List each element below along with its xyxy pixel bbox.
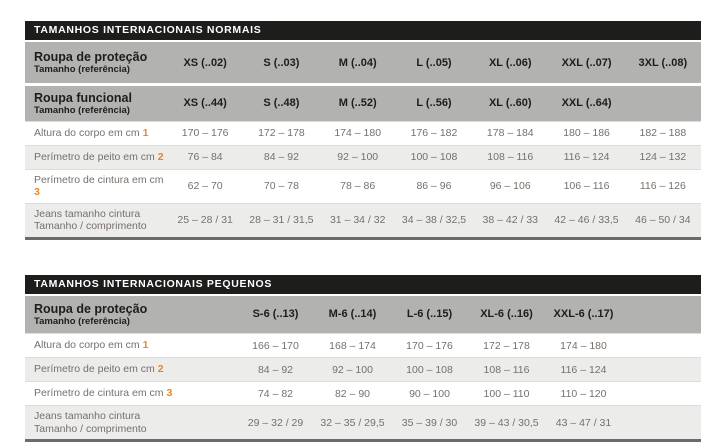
value-cell: 100 – 108 [396, 145, 472, 169]
value-cell: 100 – 110 [468, 382, 545, 406]
col-header-empty [625, 86, 701, 121]
footnote-marker: 2 [157, 363, 164, 376]
header-label-cell [25, 86, 167, 121]
table-row-jeans-size [25, 406, 701, 441]
value-cell: 39 – 43 / 30,5 [468, 406, 545, 441]
value-cell: 180 – 186 [548, 121, 624, 145]
row-label-text: Jeans tamanho cintura [34, 410, 141, 422]
row-label-text: Perímetro de peito em cm [34, 363, 155, 376]
value-cell: 82 – 90 [314, 382, 391, 406]
table-row-jeans-size [25, 203, 701, 238]
value-cell: 31 – 34 / 32 [320, 203, 396, 238]
row-label-text: Altura do corpo em cm [34, 126, 140, 139]
value-cell: 78 – 86 [320, 169, 396, 203]
row-label-text: Altura do corpo em cm [34, 339, 140, 352]
row-label [25, 406, 237, 441]
value-cell: 84 – 92 [243, 145, 319, 169]
filler-cell [622, 296, 701, 334]
value-cell: 90 – 100 [391, 382, 468, 406]
row-label-text: Jeans tamanho cintura [34, 207, 141, 220]
col-header-xl6: XL-6 (..16) [468, 296, 545, 334]
value-cell: 62 – 70 [167, 169, 243, 203]
value-cell: 86 – 96 [396, 169, 472, 203]
value-cell: 74 – 82 [237, 382, 314, 406]
value-cell: 172 – 178 [243, 121, 319, 145]
col-header-xl: XL (..06) [472, 42, 548, 83]
value-cell: 96 – 106 [472, 169, 548, 203]
value-cell: 170 – 176 [391, 334, 468, 358]
row-label-text: Perímetro de cintura em cm [34, 387, 164, 400]
value-cell: 116 – 124 [548, 145, 624, 169]
value-cell: 35 – 39 / 30 [391, 406, 468, 441]
value-cell: 38 – 42 / 33 [472, 203, 548, 238]
row-label [25, 121, 167, 145]
table-row-chest-circumference [25, 358, 701, 382]
col-header-s6: S-6 (..13) [237, 296, 314, 334]
value-cell: 100 – 108 [391, 358, 468, 382]
table-title: TAMANHOS INTERNACIONAIS NORMAIS [34, 24, 262, 36]
col-header-xxl: XXL (..07) [548, 42, 624, 83]
header-row-protective-clothing [25, 42, 701, 83]
value-cell: 124 – 132 [625, 145, 701, 169]
value-cell: 32 – 35 / 29,5 [314, 406, 391, 441]
value-cell: 116 – 126 [625, 169, 701, 203]
col-header-xl: XL (..60) [472, 86, 548, 121]
value-cell: 116 – 124 [545, 358, 622, 382]
col-header-3xl: 3XL (..08) [625, 42, 701, 83]
col-header-xs: XS (..02) [167, 42, 243, 83]
value-cell: 110 – 120 [545, 382, 622, 406]
table-international-small-sizes [25, 275, 701, 443]
value-cell: 174 – 180 [320, 121, 396, 145]
filler-cell [622, 382, 701, 406]
header-row-functional-clothing [25, 86, 701, 121]
header-sublabel: Tamanho (referência) [34, 104, 130, 116]
value-cell: 178 – 184 [472, 121, 548, 145]
value-cell: 70 – 78 [243, 169, 319, 203]
normal-sizes-table [25, 42, 701, 240]
row-label [25, 169, 167, 203]
value-cell: 76 – 84 [167, 145, 243, 169]
footnote-marker: 1 [142, 126, 149, 139]
row-label-text: Perímetro de cintura em cm [34, 173, 164, 186]
header-label-cell [25, 296, 237, 334]
col-header-m: M (..52) [320, 86, 396, 121]
col-header-m: M (..04) [320, 42, 396, 83]
col-header-l: L (..56) [396, 86, 472, 121]
value-cell: 84 – 92 [237, 358, 314, 382]
small-sizes-table [25, 296, 701, 443]
row-label [25, 145, 167, 169]
col-header-xxl6: XXL-6 (..17) [545, 296, 622, 334]
header-label: Roupa funcional [34, 90, 132, 105]
filler-cell [622, 334, 701, 358]
header-sublabel: Tamanho (referência) [34, 64, 130, 75]
table-row-body-height [25, 334, 701, 358]
col-header-xs: XS (..44) [167, 86, 243, 121]
value-cell: 170 – 176 [167, 121, 243, 145]
filler-cell [622, 358, 701, 382]
filler-cell [622, 406, 701, 441]
col-header-m6: M-6 (..14) [314, 296, 391, 334]
value-cell: 46 – 50 / 34 [625, 203, 701, 238]
table-row-body-height [25, 121, 701, 145]
table-title: TAMANHOS INTERNACIONAIS PEQUENOS [34, 277, 273, 290]
header-label: Roupa de proteção [34, 50, 148, 64]
row-label [25, 203, 167, 238]
row-label [25, 334, 237, 358]
row-label-line2: Tamanho / comprimento [34, 220, 147, 232]
footnote-marker: 3 [34, 186, 40, 198]
value-cell: 25 – 28 / 31 [167, 203, 243, 238]
value-cell: 182 – 188 [625, 121, 701, 145]
table-title-bar [25, 21, 701, 40]
value-cell: 108 – 116 [468, 358, 545, 382]
table-international-normal-sizes [25, 21, 701, 240]
footnote-marker: 1 [142, 339, 149, 352]
value-cell: 43 – 47 / 31 [545, 406, 622, 441]
header-row-protective-clothing [25, 296, 701, 334]
row-label-text: Perímetro de peito em cm [34, 150, 155, 163]
value-cell: 176 – 182 [396, 121, 472, 145]
col-header-s: S (..03) [243, 42, 319, 83]
table-row-waist-circumference [25, 382, 701, 406]
value-cell: 92 – 100 [314, 358, 391, 382]
value-cell: 42 – 46 / 33,5 [548, 203, 624, 238]
value-cell: 108 – 116 [472, 145, 548, 169]
col-header-l6: L-6 (..15) [391, 296, 468, 334]
header-label-cell [25, 42, 167, 83]
value-cell: 106 – 116 [548, 169, 624, 203]
footnote-marker: 3 [166, 387, 173, 400]
col-header-xxl: XXL (..64) [548, 86, 624, 121]
header-label: Roupa de proteção [34, 301, 148, 316]
value-cell: 168 – 174 [314, 334, 391, 358]
table-row-waist-circumference [25, 169, 701, 203]
value-cell: 92 – 100 [320, 145, 396, 169]
table-row-chest-circumference [25, 145, 701, 169]
table-title-bar [25, 275, 701, 294]
row-label-line2: Tamanho / comprimento [34, 422, 147, 435]
row-label [25, 382, 237, 406]
value-cell: 28 – 31 / 31,5 [243, 203, 319, 238]
col-header-s: S (..48) [243, 86, 319, 121]
value-cell: 174 – 180 [545, 334, 622, 358]
value-cell: 34 – 38 / 32,5 [396, 203, 472, 238]
header-sublabel: Tamanho (referência) [34, 315, 130, 327]
row-label [25, 358, 237, 382]
value-cell: 166 – 170 [237, 334, 314, 358]
col-header-l: L (..05) [396, 42, 472, 83]
footnote-marker: 2 [157, 150, 164, 163]
value-cell: 29 – 32 / 29 [237, 406, 314, 441]
value-cell: 172 – 178 [468, 334, 545, 358]
